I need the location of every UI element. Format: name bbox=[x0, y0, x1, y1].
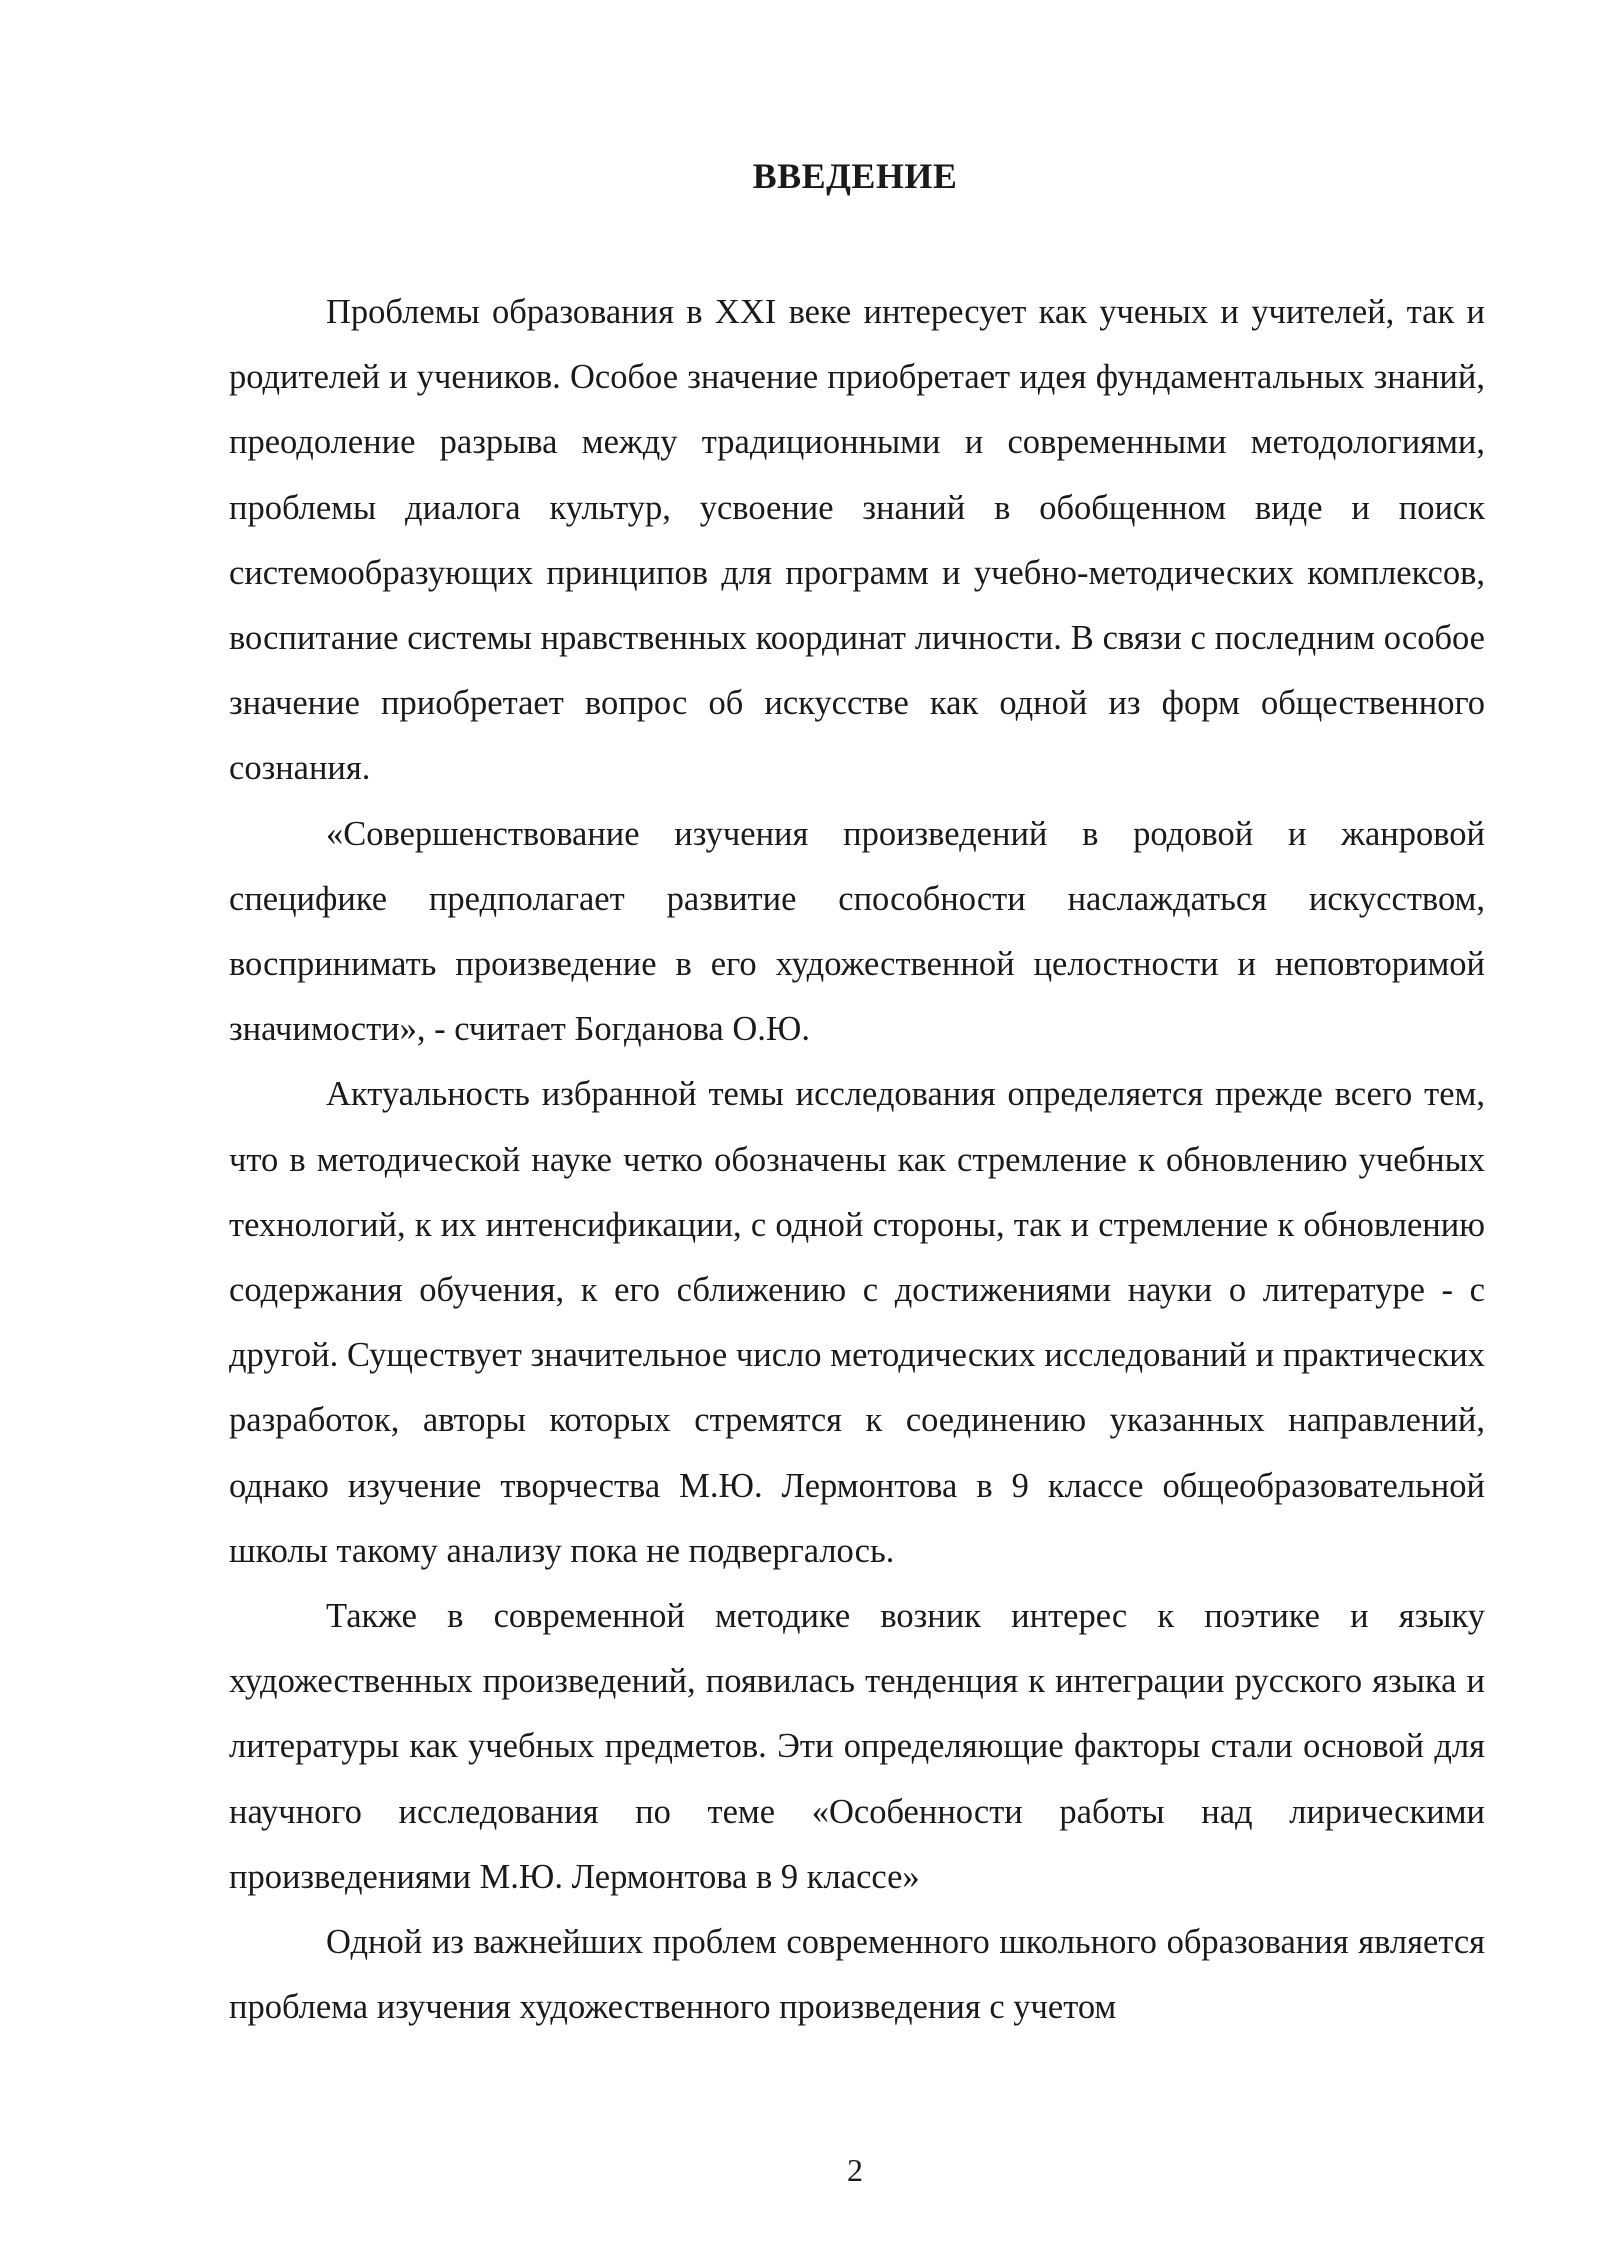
paragraph-3: Актуальность избранной темы исследования определяется прежде всего тем, что в методической науке четко обозначены как стремление к обновлению учебных технологий, к их интенсификации, с одной стороны, так и стремление к обновлению содержания обучения, к его сближению с достижениями науки о литературе - с другой. Существует значительное число методических исследований и практических разработок, авторы которых стремятся к соединению указанных направлений, однако изучение творчества М.Ю. Лермонтова в 9 классе общеобразовательной школы такому анализу пока не подвергалось. bbox=[229, 1075, 1485, 1570]
paragraph-5: Одной из важнейших проблем современного школьного образования является проблема изучения художественного произведения с учетом bbox=[229, 1923, 1485, 2027]
paragraph-1: Проблемы образования в XXI веке интересует как ученых и учителей, так и родителей и учеников. Особое значение приобретает идея фундаментальных знаний, преодоление разрыва между традиционными и современными методологиями, проблемы диалога культур, усвоение знаний в обобщенном виде и поиск системообразующих принципов для программ и учебно-методических комплексов, воспитание системы нравственных координат личности. В связи с последним особое значение приобретает вопрос об искусстве как одной из форм общественного сознания. bbox=[229, 293, 1485, 788]
body-text bbox=[229, 280, 1485, 2040]
page-number: 2 bbox=[847, 2152, 863, 2188]
page-title: ВВЕДЕНИЕ bbox=[752, 156, 958, 196]
paragraph-2: «Совершенствование изучения произведений в родовой и жанровой специфике предполагает развитие способности наслаждаться искусством, воспринимать произведение в его художественной целостности и неповторимой значимости», - считает Богданова О.Ю. bbox=[229, 814, 1485, 1049]
paragraph-4: Также в современной методике возник интерес к поэтике и языку художественных произведений, появилась тенденция к интеграции русского языка и литературы как учебных предметов. Эти определяющие факторы стали основой для научного исследования по теме «Особенности работы над лирическими произведениями М.Ю. Лермонтова в 9 классе» bbox=[229, 1597, 1485, 1896]
